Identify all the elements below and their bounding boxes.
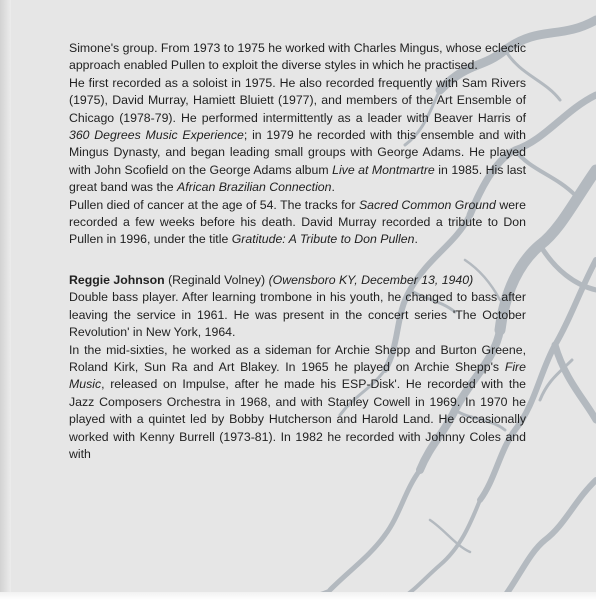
text-run: (Reginald Volney) — [164, 272, 269, 287]
italic-text: Gratitude: A Tribute to Don Pullen — [231, 232, 415, 247]
italic-text: African Brazilian Connection — [177, 180, 332, 195]
person-name: Reggie Johnson — [69, 272, 165, 287]
don-pullen-section — [69, 40, 526, 249]
text-run: He first recorded as a soloist in 1975. He also recorded frequently with Sam Rivers (1975), David Murray, Hamiett Bluiett (1977), and members of the Art Ensemble of Chicago (1978-79). He performed intermittently as a leader with Beaver Harris of — [69, 75, 526, 125]
text-run: were recorded a few weeks before his death. David Murray recorded a tribute to Don Pullen in 1996, under the title — [69, 197, 526, 247]
johnson-paragraph — [69, 342, 526, 464]
reggie-johnson-section — [69, 272, 526, 463]
italic-text: Live at Montmartre — [332, 162, 435, 177]
text-run: Double bass player. After learning trombone in his youth, he changed to bass after leaving the service in 1961. He was present in the concert series 'The October Revolution' in New York, 1964. — [69, 290, 526, 340]
text-run: . — [331, 180, 335, 195]
johnson-paragraph — [69, 272, 526, 289]
italic-text: Fire Music — [69, 359, 526, 392]
page-fold-shadow — [0, 0, 11, 600]
text-run: in 1985. His last great band was the — [69, 162, 526, 195]
text-run: ; in 1979 he recorded with this ensemble and with Mingus Dynasty, and began leading small groups with George Adams. He played with John Scofield on the George Adams album — [69, 128, 526, 177]
section-gap — [69, 249, 526, 272]
pullen-paragraph — [69, 75, 526, 197]
page-bottom-edge — [0, 592, 596, 600]
italic-text: 360 Degrees Music Experience — [69, 128, 244, 143]
text-run: In the mid-sixties, he worked as a sideman for Archie Shepp and Burton Greene, Roland Kirk, Sun Ra and Art Blakey. In 1965 he played on Archie Shepp's — [69, 342, 526, 374]
italic-text: Sacred Common Ground — [358, 197, 496, 212]
pullen-paragraph — [69, 197, 526, 249]
text-run: Simone's group. From 1973 to 1975 he worked with Charles Mingus, whose eclectic approach enabled Pullen to exploit the diverse styles in which he practised. — [69, 41, 526, 73]
biography-text — [69, 40, 526, 463]
text-run: , released on Impulse, after he made his ESP-Disk'. He recorded with the Jazz Composers Orchestra in 1968, and with Stanley Cowell in 1969. In 1970 he played with a quintet led by Bobby Hutcherson and Harold Land. He occasionally worked with Kenny Burrell (1973-81). In 1982 he recorded with Johnny Coles and with — [69, 377, 526, 461]
italic-text: (Owensboro KY, December 13, 1940) — [268, 272, 474, 287]
johnson-paragraph — [69, 289, 526, 341]
pullen-paragraph — [69, 40, 526, 75]
text-run: Pullen died of cancer at the age of 54. The tracks for — [69, 197, 359, 212]
text-run: . — [414, 232, 418, 247]
